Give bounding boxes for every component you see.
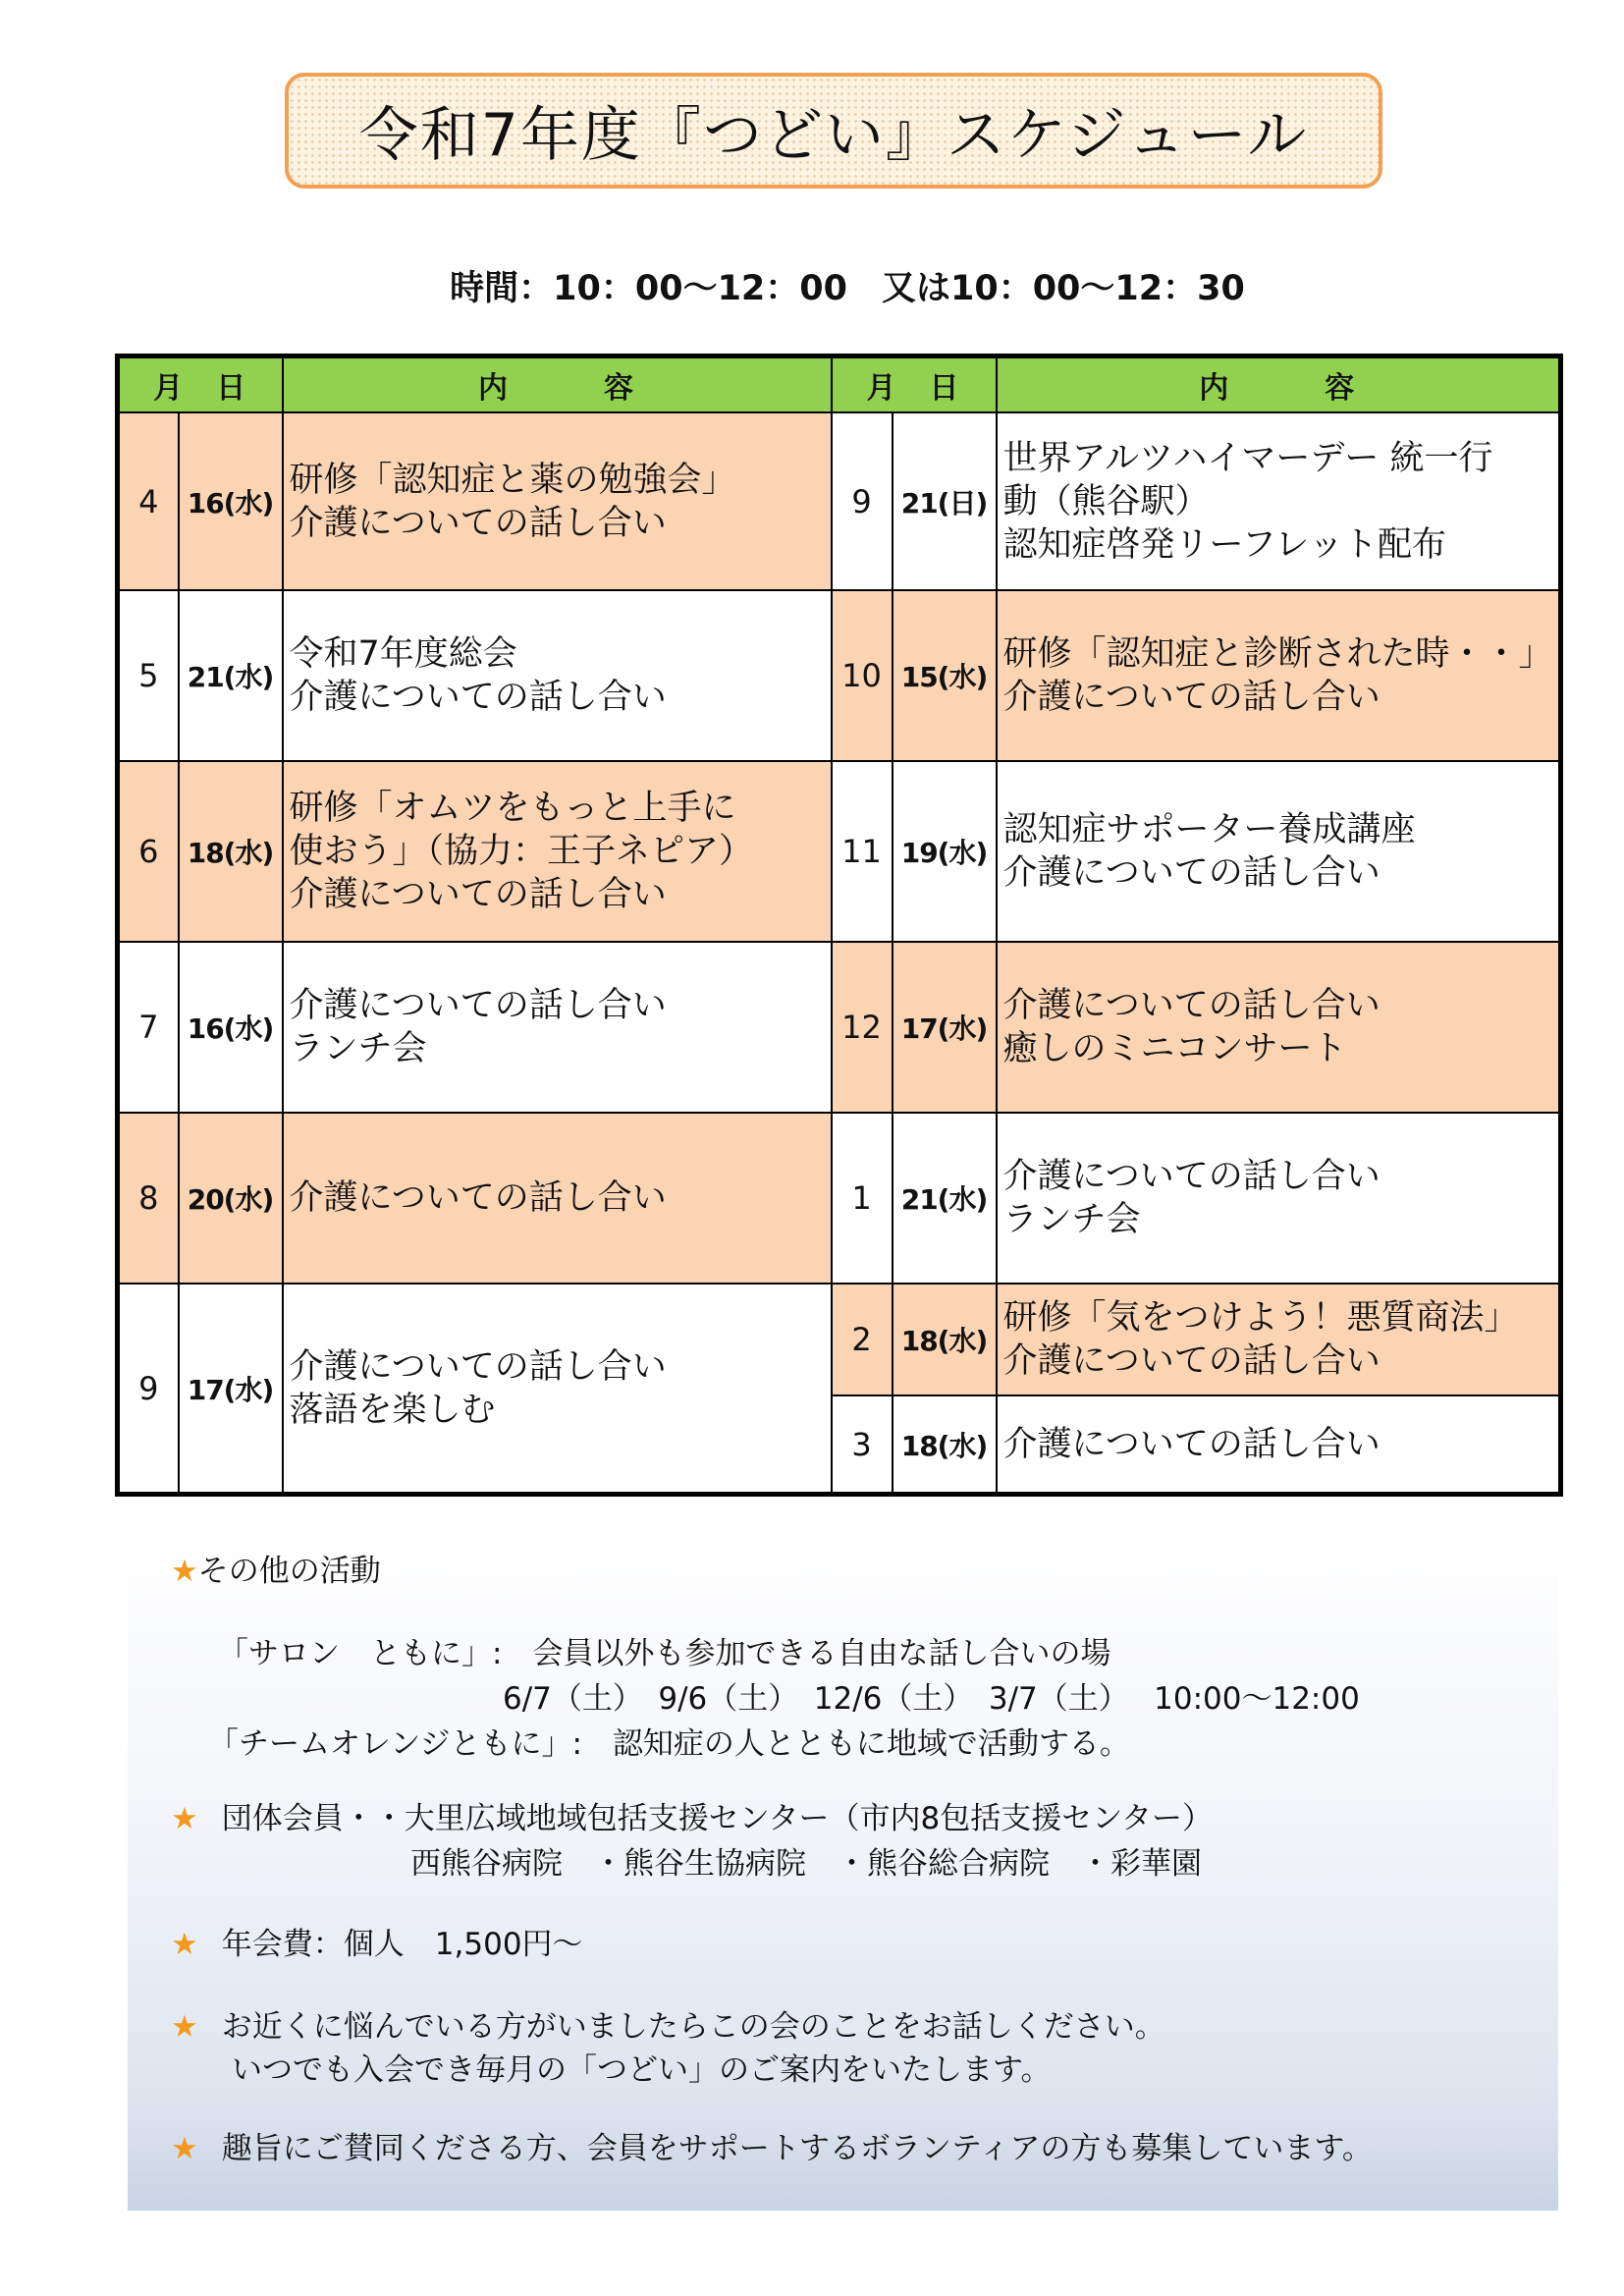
cell-day: 21(水): [893, 1113, 997, 1284]
cell-content: [997, 590, 1561, 760]
content-line: 使おう」（協力：王子ネピア）: [289, 831, 754, 871]
title-banner: [285, 73, 1382, 189]
content-line: 研修「認知症と診断された時・・」: [1002, 633, 1553, 674]
content-line: 認知症啓発リーフレット配布: [1002, 524, 1447, 565]
content-line: 研修「認知症と薬の勉強会」: [289, 460, 736, 500]
cell-month: 2: [832, 1284, 893, 1395]
page-title: 令和7年度『つどい』スケジュール: [358, 101, 1309, 170]
cell-month: 3: [832, 1395, 893, 1494]
cell-day: 16(水): [179, 942, 283, 1113]
content-line: ランチ会: [1002, 1200, 1141, 1240]
fee-text: 年会費：個人 1,500円～: [221, 1927, 583, 1962]
salon-description: 「サロン ともに」: 会員以外も参加できる自由な話し合いの場: [218, 1636, 1111, 1671]
cell-day: 19(水): [893, 761, 997, 942]
cell-month: 5: [118, 590, 179, 760]
content-line: 研修「気をつけよう！悪質商法」: [1002, 1298, 1519, 1339]
star-icon: ★: [171, 1801, 198, 1836]
cell-content: [997, 1284, 1561, 1395]
content-line: 介護についての話し合い: [289, 985, 667, 1025]
invite-line-2: いつでも入会でき毎月の「つどい」のご案内をいたします。: [232, 2052, 1052, 2088]
star-icon: ★: [171, 2009, 198, 2045]
members-line: [171, 1793, 1213, 1837]
cell-month: 9: [118, 1284, 179, 1494]
schedule-time: 時間：10：00～12：00 又は10：00～12：30: [450, 269, 1245, 308]
content-line: 介護についての話し合い: [1002, 677, 1380, 717]
content-line: 介護についての話し合い: [289, 874, 667, 914]
cell-day: 21(水): [179, 590, 283, 760]
member-hospitals: 西熊谷病院 ・熊谷生協病院 ・熊谷総合病院 ・彩華園: [410, 1846, 1202, 1882]
cell-day: 16(水): [179, 412, 283, 590]
members-line-text: 団体会員・・大里広域地域包括支援センター（市内8包括支援センター）: [221, 1801, 1214, 1836]
volunteer-line: [171, 2123, 1373, 2167]
cell-content: [997, 1395, 1561, 1494]
cell-day: 17(水): [179, 1284, 283, 1494]
cell-month: 1: [832, 1113, 893, 1284]
cell-content: [997, 1113, 1561, 1284]
content-line: 介護についての話し合い: [1002, 985, 1380, 1025]
cell-content: [997, 942, 1561, 1113]
cell-content: [997, 761, 1561, 942]
cell-month: 9: [832, 412, 893, 590]
content-line: 介護についての話し合い: [289, 1346, 667, 1387]
content-line: 落語を楽しむ: [289, 1390, 496, 1430]
cell-content: [997, 412, 1561, 590]
header-month-day-left: 月 日: [118, 356, 283, 413]
cell-month: 6: [118, 761, 179, 942]
invite-line: [171, 2001, 1165, 2046]
content-line: 令和7年度総会: [289, 633, 517, 674]
content-line: 動（熊谷駅）: [1002, 481, 1210, 521]
content-line: 介護についての話し合い: [1002, 1341, 1380, 1382]
cell-month: 4: [118, 412, 179, 590]
salon-dates: 6/7（土） 9/6（土） 12/6（土） 3/7（土） 10:00～12:00: [503, 1681, 1360, 1717]
cell-content: [283, 1284, 832, 1494]
cell-day: 20(水): [179, 1113, 283, 1284]
content-line: 研修「オムツをもっと上手に: [289, 788, 736, 828]
content-line: 介護についての話し合い: [289, 1178, 667, 1219]
cell-content: [283, 412, 832, 590]
cell-content: [283, 942, 832, 1113]
fee-line: [171, 1919, 583, 1963]
cell-day: 18(水): [893, 1395, 997, 1494]
content-line: 介護についての話し合い: [1002, 1157, 1380, 1197]
cell-content: [283, 761, 832, 942]
team-orange-description: 「チームオレンジともに」: 認知症の人とともに地域で活動する。: [208, 1726, 1130, 1762]
content-line: 介護についての話し合い: [1002, 1424, 1380, 1464]
cell-month: 11: [832, 761, 893, 942]
cell-day: 18(水): [893, 1284, 997, 1395]
cell-day: 18(水): [179, 761, 283, 942]
other-heading: [171, 1546, 381, 1590]
cell-content: [283, 1113, 832, 1284]
other-heading-text: その他の活動: [197, 1554, 381, 1589]
content-line: 介護についての話し合い: [1002, 852, 1380, 893]
other-activities-panel: [128, 1532, 1558, 2211]
cell-month: 10: [832, 590, 893, 760]
content-line: 世界アルツハイマーデー 統一行: [1002, 438, 1493, 478]
cell-day: 21(日): [893, 412, 997, 590]
invite-text: お近くに悩んでいる方がいましたらこの会のことをお話しください。: [221, 2009, 1165, 2045]
content-line: 認知症サポーター養成講座: [1002, 809, 1416, 849]
content-line: ランチ会: [289, 1028, 427, 1068]
star-icon: ★: [171, 2131, 198, 2166]
cell-month: 8: [118, 1113, 179, 1284]
cell-day: 17(水): [893, 942, 997, 1113]
star-icon: ★: [171, 1927, 198, 1962]
cell-month: 7: [118, 942, 179, 1113]
star-icon: ★: [171, 1554, 198, 1589]
volunteer-text: 趣旨にご賛同くださる方、会員をサポートするボランティアの方も募集しています。: [221, 2131, 1373, 2166]
header-content-right: 内 容: [997, 356, 1561, 413]
cell-month: 12: [832, 942, 893, 1113]
header-month-day-right: 月 日: [832, 356, 997, 413]
schedule-table: [115, 354, 1563, 1497]
content-line: 介護についての話し合い: [289, 677, 667, 717]
content-line: 介護についての話し合い: [289, 503, 667, 543]
cell-content: [283, 590, 832, 760]
cell-day: 15(水): [893, 590, 997, 760]
content-line: 癒しのミニコンサート: [1002, 1028, 1347, 1068]
header-content-left: 内 容: [283, 356, 832, 413]
